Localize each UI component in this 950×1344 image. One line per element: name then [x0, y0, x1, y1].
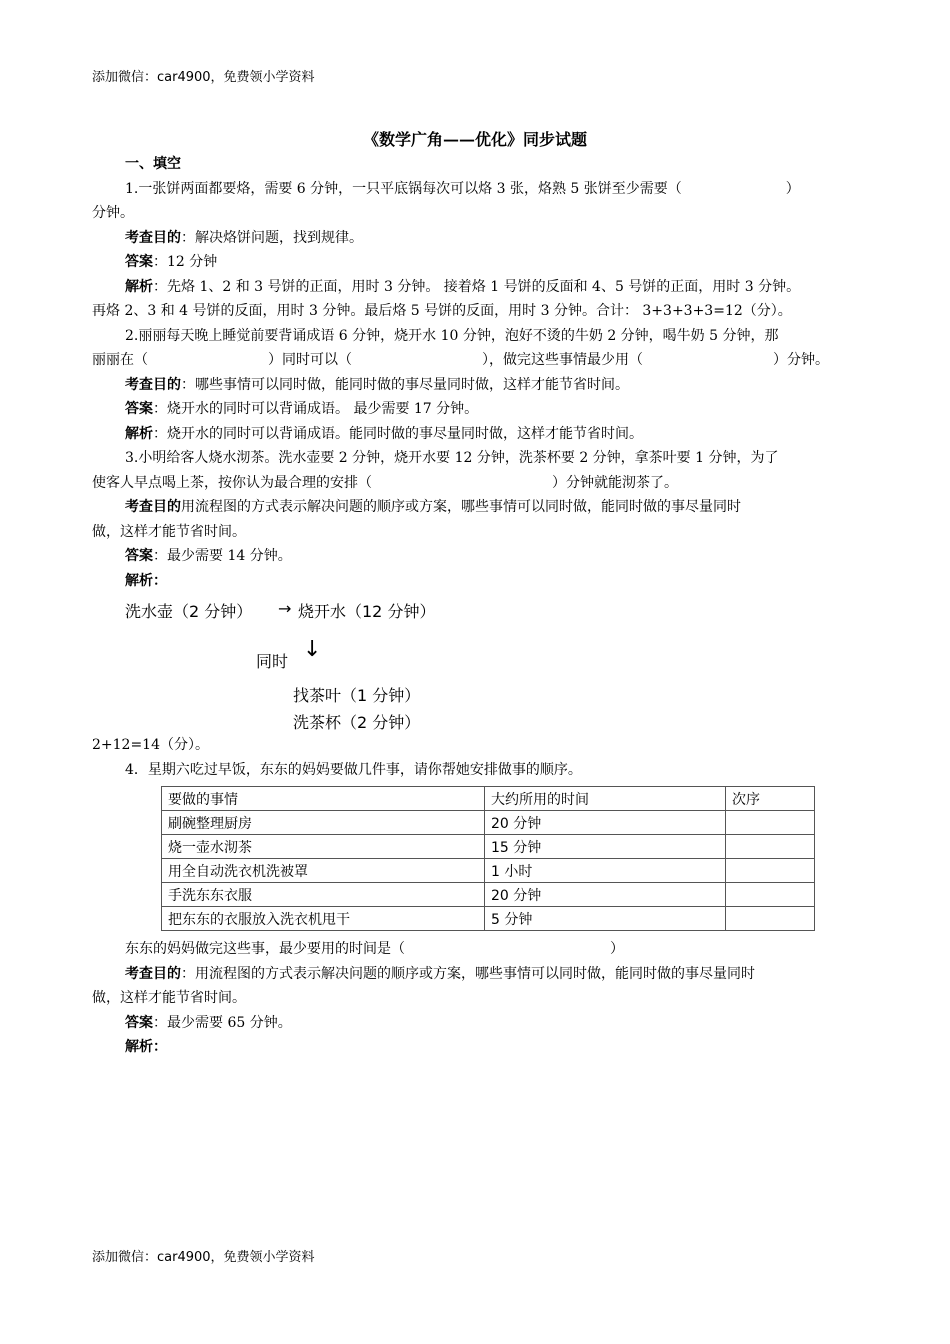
- question-1-line-2: 分钟。: [92, 205, 134, 221]
- answer-text: ：12 分钟: [153, 254, 218, 270]
- task-table: [161, 786, 815, 931]
- question-2-line-2: [92, 348, 860, 373]
- question-1-analysis-2: 再烙 2、3 和 4 号饼的反面，用时 3 分钟。最后烙 5 号饼的反面，用时 3 分钟。合计： 3+3+3+3=12（分）。: [92, 303, 792, 319]
- question-2-part: ）分钟。: [773, 352, 829, 368]
- question-2-answer: [92, 397, 860, 422]
- flow-step-wash-kettle: 洗水壶（2 分钟）: [125, 602, 253, 621]
- flowchart: [92, 593, 860, 733]
- table-cell: [726, 835, 815, 859]
- purpose-text: ：用流程图的方式表示解决问题的顺序或方案，哪些事情可以同时做，能同时做的事尽量同时: [181, 965, 755, 982]
- flow-step-boil-water: 烧开水（12 分钟）: [298, 602, 436, 621]
- question-3-part: ）分钟就能沏茶了。: [552, 474, 678, 491]
- question-4-text: 4．星期六吃过早饭，东东的妈妈要做几件事，请你帮她安排做事的顺序。: [125, 761, 582, 778]
- flow-simultaneous-label: 同时: [256, 652, 289, 671]
- answer-label: 答案: [125, 254, 153, 270]
- answer-label: 答案: [125, 401, 153, 417]
- analysis-text: ：先烙 1、2 和 3 号饼的正面，用时 3 分钟。 接着烙 1 号饼的反面和 4、5 号饼的正面，用时 3 分钟。: [153, 278, 801, 295]
- question-4-part: ）: [610, 941, 624, 957]
- flow-step-find-tea: 找茶叶（1 分钟）: [293, 686, 421, 705]
- table-cell: 把东东的衣服放入洗衣机甩干: [162, 907, 485, 931]
- table-cell: 1 小时: [485, 859, 726, 883]
- question-1-line-1: [92, 177, 860, 202]
- question-1-analysis-1: [92, 275, 860, 300]
- question-2-line-1: 2.丽丽每天晚上睡觉前要背诵成语 6 分钟，烧开水 10 分钟，泡好不烫的牛奶 2 分钟，喝牛奶 5 分钟，那: [125, 327, 779, 344]
- flow-step-wash-cups: 洗茶杯（2 分钟）: [293, 713, 421, 732]
- table-header-cell: 次序: [726, 787, 815, 811]
- table-cell: [726, 883, 815, 907]
- question-3-analysis: [92, 569, 860, 594]
- question-3-part: 使客人早点喝上茶，按你认为最合理的安排（: [92, 474, 372, 491]
- question-3-line-2: [92, 471, 860, 496]
- table-cell: [726, 859, 815, 883]
- table-cell: 烧一壶水沏茶: [162, 835, 485, 859]
- purpose-text: ：解决烙饼问题，找到规律。: [181, 229, 363, 246]
- bracket-close: ）: [785, 180, 800, 197]
- arrow-right-icon: →: [278, 599, 292, 618]
- question-1-answer: [92, 250, 860, 275]
- answer-text: ：烧开水的同时可以背诵成语。 最少需要 17 分钟。: [153, 401, 479, 417]
- question-3-purpose-2: 做，这样才能节省时间。: [92, 523, 246, 540]
- question-2-analysis: [92, 422, 860, 447]
- table-cell: [726, 811, 815, 835]
- analysis-colon: ：: [153, 572, 167, 589]
- footer-watermark: 添加微信：car4900，免费领小学资料: [92, 1250, 315, 1265]
- table-row: [162, 907, 815, 931]
- question-3-calc: 2+12=14（分）。: [92, 737, 209, 753]
- purpose-label: 考查目的: [125, 965, 181, 982]
- table-cell: 20 分钟: [485, 811, 726, 835]
- header-watermark: 添加微信：car4900，免费领小学资料: [92, 70, 315, 85]
- purpose-label: 考查目的: [125, 376, 181, 393]
- question-4-part: 东东的妈妈做完这些事，最少要用的时间是（: [125, 941, 405, 957]
- question-4-analysis: [92, 1035, 860, 1060]
- question-4-purpose-2: 做，这样才能节省时间。: [92, 990, 246, 1006]
- question-4-question: [92, 937, 860, 962]
- document-body: [92, 152, 860, 1060]
- analysis-text: ：烧开水的同时可以背诵成语。能同时做的事尽量同时做，这样才能节省时间。: [153, 425, 643, 442]
- question-2-part: 丽丽在（: [92, 352, 148, 368]
- analysis-label: 解析: [125, 425, 153, 442]
- answer-text: ：最少需要 65 分钟。: [153, 1014, 292, 1031]
- page-title: 《数学广角——优化》同步试题: [362, 130, 587, 149]
- table-row: [162, 859, 815, 883]
- answer-text: ：最少需要 14 分钟。: [153, 548, 292, 564]
- table-row: [162, 811, 815, 835]
- answer-label: 答案: [125, 1014, 153, 1031]
- table-cell: [726, 907, 815, 931]
- question-1-text: 1.一张饼两面都要烙，需要 6 分钟，一只平底锅每次可以烙 3 张，烙熟 5 张饼至少需要（: [125, 180, 682, 197]
- question-2-part: ），做完这些事情最少用（: [482, 352, 643, 368]
- purpose-label: 考查目的: [125, 499, 181, 515]
- question-3-purpose-1: [92, 495, 860, 520]
- table-header-cell: 要做的事情: [162, 787, 485, 811]
- arrow-down-icon: ↓: [303, 637, 322, 662]
- question-1-purpose: [92, 226, 860, 251]
- table-cell: 手洗东东衣服: [162, 883, 485, 907]
- table-header-row: [162, 787, 815, 811]
- section-heading: 一、填空: [125, 156, 181, 172]
- purpose-text: 用流程图的方式表示解决问题的顺序或方案，哪些事情可以同时做，能同时做的事尽量同时: [181, 499, 741, 515]
- table-row: [162, 835, 815, 859]
- question-4-purpose-1: [92, 962, 860, 987]
- question-3-answer: [92, 544, 860, 569]
- question-3-line-1: 3.小明给客人烧水沏茶。洗水壶要 2 分钟，烧开水要 12 分钟，洗茶杯要 2 分钟，拿茶叶要 1 分钟，为了: [125, 450, 779, 466]
- table-cell: 5 分钟: [485, 907, 726, 931]
- analysis-label: 解析: [125, 278, 153, 295]
- table-cell: 15 分钟: [485, 835, 726, 859]
- purpose-text: ：哪些事情可以同时做，能同时做的事尽量同时做，这样才能节省时间。: [181, 376, 629, 393]
- question-2-purpose: [92, 373, 860, 398]
- question-4-answer: [92, 1011, 860, 1036]
- table-cell: 用全自动洗衣机洗被罩: [162, 859, 485, 883]
- table-cell: 刷碗整理厨房: [162, 811, 485, 835]
- table-cell: 20 分钟: [485, 883, 726, 907]
- analysis-colon: ：: [153, 1039, 167, 1055]
- analysis-label: 解析: [125, 572, 153, 589]
- table-row: [162, 883, 815, 907]
- table-header-cell: 大约所用的时间: [485, 787, 726, 811]
- answer-label: 答案: [125, 548, 153, 564]
- analysis-label: 解析: [125, 1039, 153, 1055]
- purpose-label: 考查目的: [125, 229, 181, 246]
- question-2-part: ）同时可以（: [268, 352, 352, 368]
